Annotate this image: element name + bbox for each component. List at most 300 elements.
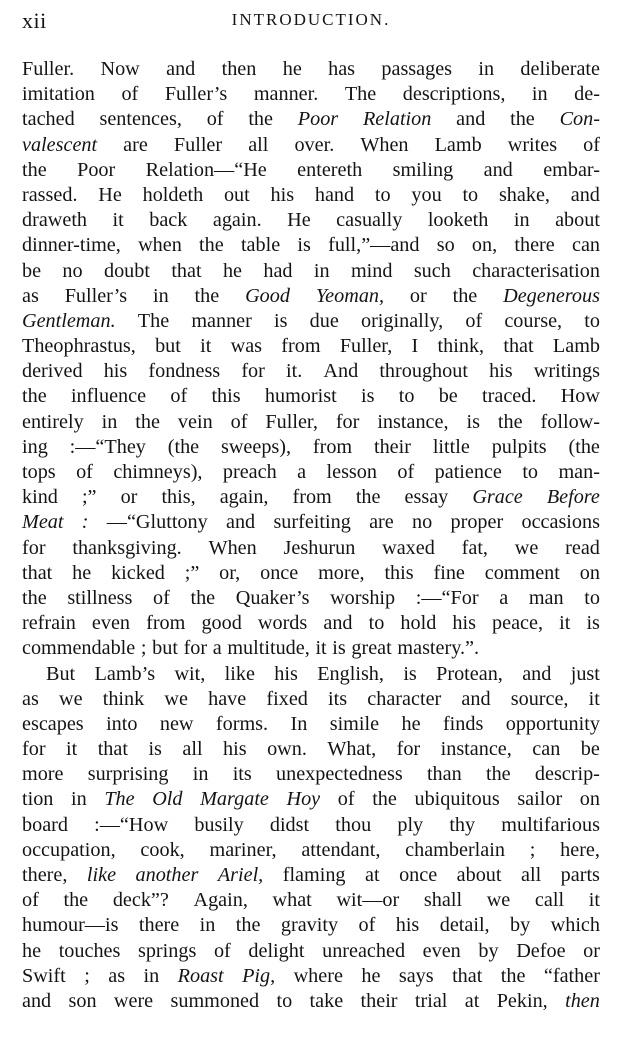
text-line: [22, 989, 600, 1014]
word: have: [208, 687, 247, 710]
text-line: [22, 787, 600, 812]
word: then: [221, 58, 257, 80]
word: peace,: [492, 612, 544, 635]
word: the: [194, 284, 220, 307]
word: think,: [437, 335, 485, 358]
word: Yeoman,: [315, 284, 385, 307]
word: is: [297, 234, 311, 257]
word: and: [226, 511, 256, 534]
word: just: [570, 662, 600, 685]
word: shake,: [498, 183, 550, 206]
word: ply: [397, 813, 424, 836]
word: be: [438, 385, 458, 408]
word: even: [422, 939, 461, 962]
word: doubt: [103, 259, 150, 282]
word: of: [153, 586, 170, 609]
word: stillness: [67, 586, 133, 609]
word: the: [199, 234, 224, 257]
word: Gentleman.: [22, 309, 116, 332]
word: or: [409, 284, 427, 307]
word: Swift: [22, 964, 66, 987]
word: Now: [100, 58, 140, 80]
word: it: [559, 612, 571, 635]
word: In: [290, 712, 308, 735]
word: Meat: [22, 511, 64, 534]
word: son: [68, 989, 97, 1012]
word: that: [171, 259, 202, 282]
word: manner.: [253, 83, 319, 106]
text-line: [22, 410, 600, 435]
word: to: [276, 989, 293, 1012]
word: it: [112, 209, 124, 232]
word: attendant,: [301, 838, 381, 861]
word: passages: [381, 58, 453, 80]
word: by: [510, 914, 531, 937]
word: —“Gluttony: [106, 511, 208, 534]
word: no: [412, 511, 433, 534]
word: forms.: [215, 712, 269, 735]
word: and: [22, 989, 52, 1012]
word: it: [200, 335, 212, 358]
word: trial: [414, 989, 448, 1012]
word: he: [401, 712, 421, 735]
word: on: [579, 788, 600, 811]
text-line: [22, 510, 600, 535]
word: to: [368, 612, 385, 635]
word: of: [337, 788, 355, 811]
word: Con-: [559, 108, 600, 131]
word: you: [411, 183, 442, 206]
word: and: [461, 687, 491, 710]
word: to: [584, 309, 600, 332]
text-line: [22, 687, 600, 712]
word: the: [190, 586, 216, 609]
word: more: [22, 763, 64, 786]
word: Old: [152, 788, 183, 811]
word: to: [462, 183, 479, 206]
word: worship: [330, 586, 396, 609]
word: writes: [507, 133, 558, 156]
word: sailor: [517, 788, 563, 811]
word: it: [66, 738, 78, 761]
word: fondness: [148, 360, 221, 383]
word: proper: [450, 511, 504, 534]
word: Fuller: [173, 133, 223, 156]
word: another: [135, 864, 199, 886]
word: there,: [22, 864, 68, 886]
text-line: [22, 233, 600, 258]
word: The: [137, 309, 170, 332]
word: once: [260, 561, 299, 584]
word: from: [281, 335, 321, 358]
word: Fuller,: [339, 335, 393, 358]
word: is: [148, 738, 162, 761]
word: table: [240, 234, 281, 257]
word: a: [212, 637, 222, 660]
word: hold: [400, 612, 437, 635]
word: Protean,: [436, 662, 503, 685]
word: good: [201, 612, 242, 635]
word: we: [514, 536, 539, 559]
word: great: [351, 637, 392, 660]
word: of: [358, 914, 376, 937]
word: refrain: [22, 612, 76, 635]
word: opportunity: [505, 712, 600, 735]
word: we: [59, 687, 83, 710]
word: Jeshurun: [283, 536, 356, 559]
text-line: [22, 813, 600, 838]
word: or: [583, 939, 600, 962]
word: draweth: [22, 209, 88, 232]
word: course,: [504, 309, 563, 332]
word: English,: [317, 662, 384, 685]
word: Relation—“He: [145, 158, 267, 181]
word: of: [397, 461, 415, 483]
word: didst: [269, 813, 310, 836]
word: fat,: [461, 536, 488, 559]
word: Lamb: [434, 133, 482, 156]
running-title: INTRODUCTION.: [231, 10, 391, 29]
word: it: [588, 889, 600, 912]
word: character: [367, 687, 442, 710]
word: mastery.”.: [397, 637, 480, 660]
word: shall: [423, 889, 463, 912]
word: humorist: [264, 385, 337, 408]
word: is: [586, 612, 600, 635]
word: as: [22, 687, 39, 710]
word: take: [309, 989, 344, 1012]
word: the: [452, 284, 478, 307]
word: the: [485, 763, 511, 786]
word: here,: [560, 838, 600, 861]
word: he: [361, 964, 381, 987]
text-line: [22, 208, 600, 233]
word: He: [287, 209, 311, 232]
word: and: [323, 612, 353, 635]
word: for: [241, 360, 265, 383]
word: into: [106, 712, 138, 735]
word: it: [588, 687, 600, 710]
word: manner: [191, 309, 252, 332]
word: surfeiting: [273, 511, 351, 534]
text-line: [22, 636, 600, 661]
word: a: [297, 461, 307, 483]
word: Pekin,: [496, 989, 548, 1012]
page-number: xii: [22, 8, 47, 33]
text-line: [22, 284, 600, 309]
word: on,: [471, 234, 498, 257]
text-line: [22, 359, 600, 384]
word: he: [72, 561, 92, 584]
word: his: [489, 360, 513, 383]
word: as: [108, 964, 126, 987]
text-line: [22, 384, 600, 409]
word: surprising: [87, 763, 169, 786]
word: ;: [140, 637, 147, 660]
word: fine: [433, 561, 465, 584]
word: Again,: [193, 889, 248, 912]
word: the: [510, 108, 535, 131]
word: call: [534, 889, 565, 912]
word: Margate: [200, 788, 269, 811]
word: of: [206, 108, 224, 131]
word: its: [232, 763, 252, 786]
word: multifarious: [501, 813, 600, 836]
word: the: [22, 158, 47, 181]
word: pulpits: [491, 435, 547, 458]
word: is: [403, 662, 417, 685]
word: Poor: [297, 108, 339, 131]
word: his: [452, 612, 476, 635]
text-line: [22, 762, 600, 787]
word: influence: [70, 385, 147, 408]
word: in: [531, 83, 548, 106]
word: Grace: [472, 486, 523, 509]
word: Fuller’s: [64, 284, 128, 307]
word: this,: [161, 486, 196, 509]
word: from: [292, 486, 332, 509]
word: but: [152, 637, 178, 660]
word: is: [332, 637, 346, 660]
word: full,”—and: [328, 234, 420, 257]
word: ;”: [81, 486, 97, 509]
word: of: [213, 939, 231, 962]
word: ubiquitous: [414, 788, 500, 811]
word: is: [466, 410, 480, 433]
word: he: [282, 58, 302, 80]
word: mariner,: [209, 838, 277, 861]
word: But: [46, 662, 76, 685]
word: his: [270, 183, 295, 206]
word: of: [230, 410, 248, 433]
text-line: [22, 561, 600, 586]
text-line: [22, 662, 600, 687]
running-head: [22, 8, 600, 32]
word: :: [81, 511, 89, 534]
word: ;: [84, 964, 90, 987]
word: he: [222, 259, 243, 282]
word: says: [398, 964, 434, 987]
word: then: [565, 989, 600, 1012]
word: the: [355, 486, 381, 509]
word: for: [22, 738, 46, 761]
word: that: [22, 561, 53, 584]
word: kind: [22, 486, 58, 509]
word: the: [235, 914, 261, 937]
word: rassed.: [22, 183, 78, 206]
word: the: [248, 108, 273, 131]
word: or: [120, 486, 138, 509]
word: and: [483, 158, 513, 181]
text-line: [22, 586, 600, 611]
word: of: [22, 889, 39, 912]
word: is: [360, 385, 375, 408]
word: I: [411, 335, 419, 358]
word: tion: [22, 788, 54, 811]
word: How: [560, 385, 600, 408]
word: for: [396, 738, 421, 761]
word: to: [374, 183, 391, 206]
word: of: [465, 309, 483, 332]
word: which: [550, 914, 600, 937]
word: Fuller.: [22, 58, 75, 80]
word: be: [22, 259, 42, 282]
word: has: [328, 58, 356, 80]
word: deliberate: [520, 58, 600, 80]
word: Degenerous: [503, 284, 600, 307]
word: wit,: [174, 662, 206, 685]
word: :—“They: [69, 435, 146, 458]
word: Theophrastus,: [22, 335, 136, 358]
word: from: [146, 612, 186, 635]
word: What,: [327, 738, 377, 761]
word: essay: [404, 486, 449, 509]
word: man: [528, 586, 564, 609]
word: and: [570, 183, 600, 206]
word: Quaker’s: [235, 586, 310, 609]
text-line: [22, 334, 600, 359]
word: the: [500, 964, 526, 987]
word: we: [486, 889, 511, 912]
word: over.: [294, 133, 335, 156]
word: we: [164, 687, 188, 710]
word: to: [584, 586, 600, 609]
word: ing: [22, 435, 48, 458]
word: Poor: [77, 158, 116, 181]
word: descrip-: [534, 763, 600, 786]
word: in: [143, 964, 160, 987]
word: at: [464, 989, 480, 1012]
word: even: [91, 612, 130, 635]
word: from: [312, 435, 353, 458]
word: touches: [58, 939, 121, 962]
word: it: [315, 637, 327, 660]
word: The: [344, 83, 377, 106]
word: in: [192, 763, 209, 786]
word: commendable: [22, 637, 136, 660]
word: valescent: [22, 133, 98, 156]
word: are: [123, 133, 148, 156]
text-line: [22, 888, 600, 913]
word: thanksgiving.: [72, 536, 182, 559]
text-line: [22, 737, 600, 762]
word: read: [565, 536, 600, 559]
word: simile: [329, 712, 380, 735]
word: that: [97, 738, 128, 761]
word: his: [103, 360, 128, 383]
word: sentences,: [99, 108, 182, 131]
word: looketh: [427, 209, 489, 232]
word: to: [522, 461, 539, 483]
word: own.: [267, 738, 307, 761]
word: :—“For: [415, 586, 479, 609]
word: be: [580, 738, 600, 761]
word: When: [208, 536, 257, 559]
word: like: [224, 662, 255, 685]
word: The: [104, 788, 135, 811]
word: to: [398, 385, 415, 408]
text-line: [22, 183, 600, 208]
text-line: [22, 485, 600, 510]
word: cook,: [140, 838, 185, 861]
word: And: [323, 360, 359, 383]
word: than: [426, 763, 462, 786]
word: traced.: [482, 385, 537, 408]
word: of: [121, 83, 139, 106]
text-line: [22, 611, 600, 636]
text-line: [22, 57, 600, 82]
word: like: [86, 864, 117, 886]
word: little: [432, 435, 470, 458]
word: in: [513, 209, 530, 232]
body-text: [22, 57, 600, 1014]
word: when: [138, 234, 182, 257]
text-line: [22, 435, 600, 460]
word: that: [503, 335, 534, 358]
word: springs: [137, 939, 197, 962]
word: preach: [222, 461, 277, 483]
word: and: [166, 58, 196, 80]
word: man-: [558, 461, 600, 483]
word: Lamb’s: [94, 662, 156, 685]
word: source,: [510, 687, 569, 710]
word: unreached: [322, 939, 406, 962]
word: and: [522, 662, 552, 685]
word: the: [63, 889, 89, 912]
word: again,: [219, 486, 269, 509]
word: (the: [167, 435, 200, 458]
word: occupation,: [22, 838, 116, 861]
word: comment: [484, 561, 560, 584]
word: descriptions,: [402, 83, 506, 106]
word: the: [135, 410, 160, 433]
word: hand: [314, 183, 355, 206]
word: Hoy: [286, 788, 321, 811]
text-line: [22, 712, 600, 737]
word: words: [257, 612, 308, 635]
word: are: [369, 511, 394, 534]
word: imitation: [22, 83, 95, 106]
text-line: [22, 838, 600, 863]
word: lesson: [326, 461, 377, 483]
word: on: [579, 561, 600, 584]
word: its: [328, 687, 348, 710]
word: fixed: [266, 687, 308, 710]
word: by: [478, 939, 499, 962]
word: can: [532, 738, 561, 761]
word: dinner-time,: [22, 234, 121, 257]
word: this: [211, 385, 241, 408]
word: the: [22, 586, 47, 609]
word: Fuller,: [265, 410, 318, 433]
word: busily: [194, 813, 244, 836]
word: it.: [286, 360, 303, 383]
text-line: [22, 107, 600, 132]
word: smiling: [392, 158, 454, 181]
word: there: [514, 234, 555, 257]
text-line: [22, 309, 600, 334]
text-line: [22, 939, 600, 964]
text-line: [22, 460, 600, 485]
word: instance,: [440, 738, 512, 761]
word: vein: [177, 410, 213, 433]
word: think: [102, 687, 145, 710]
text-line: [22, 964, 600, 989]
text-line: [22, 133, 600, 158]
word: for: [335, 410, 360, 433]
word: their: [360, 989, 398, 1012]
word: but: [155, 335, 181, 358]
